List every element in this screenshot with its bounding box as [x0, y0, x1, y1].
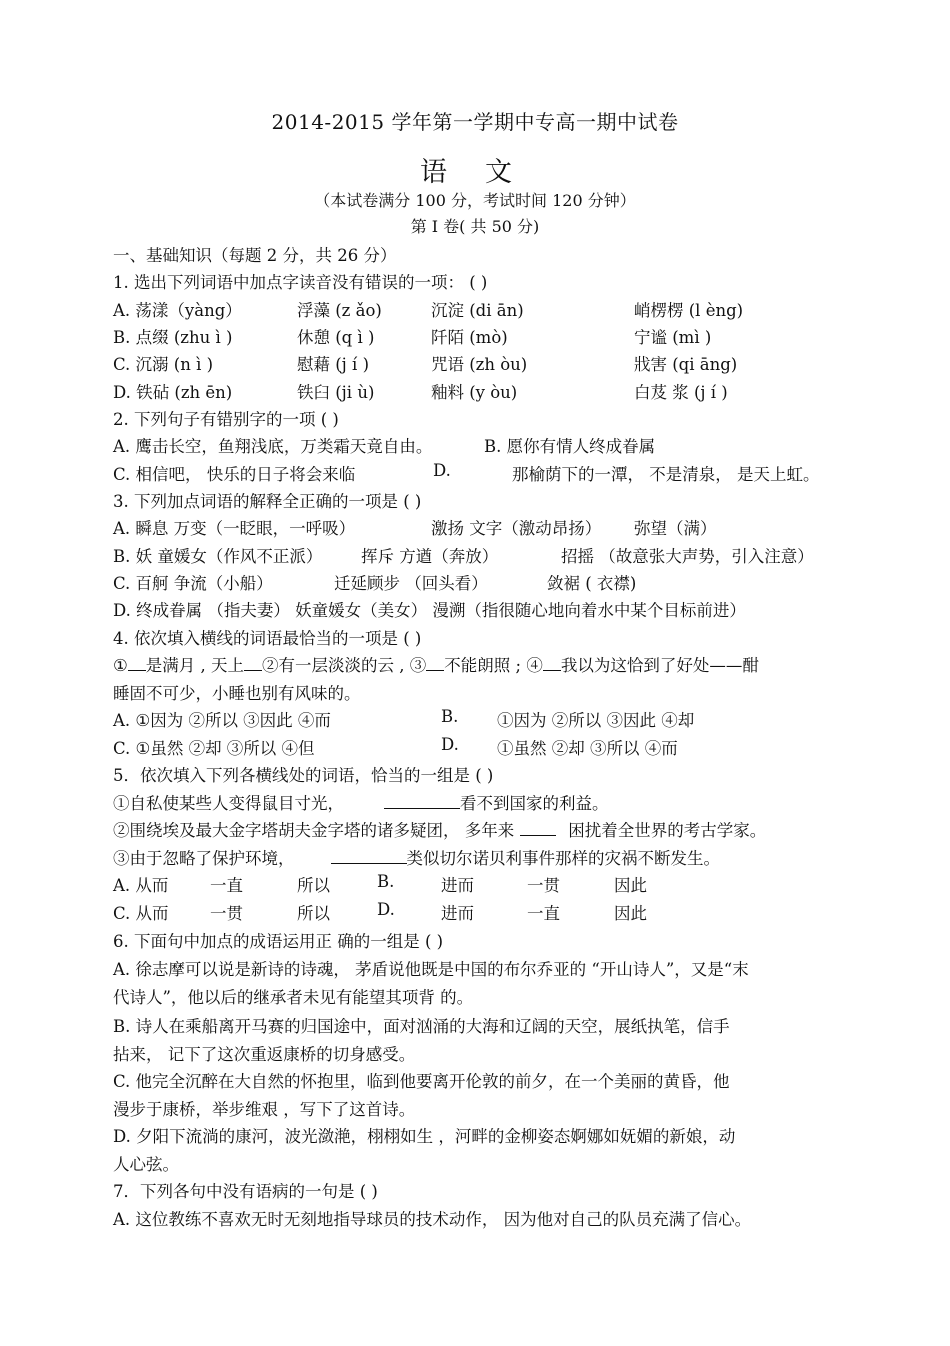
q1-a-2: 浮藻 (z ǎo)	[297, 301, 382, 320]
q1-b-3: 阡陌 (mò)	[431, 328, 508, 347]
q1-d-3: 釉料 (y òu)	[431, 383, 518, 402]
q2-option-d-label: D.	[433, 461, 451, 480]
q1-a-3: 沉淀 (di ān)	[431, 301, 524, 320]
q5-d-3: 因此	[614, 904, 647, 923]
q5-d-2: 一直	[527, 904, 560, 923]
q1-c-4: 戕害 (qi āng)	[634, 355, 738, 374]
part-heading: 第 Ⅰ 卷( 共 50 分)	[410, 217, 540, 236]
q4-option-d-label: D.	[441, 735, 459, 754]
exam-title: 2014-2015 学年第一学期中专高一期中试卷	[271, 110, 679, 134]
q2-stem: 2. 下列句子有错别字的一项 ( )	[113, 410, 339, 429]
q4-blank-4	[543, 654, 561, 671]
q5-a-3: 所以	[297, 876, 330, 895]
q4-text-1c: ②有一层淡淡的云 , ③	[262, 656, 427, 675]
q2-option-a: A. 鹰击长空，鱼翔浅底，万类霜天竟自由。	[113, 437, 433, 456]
q3-c-2: 迁延顾步 （回头看）	[334, 574, 488, 593]
q4-option-b: ①因为 ②所以 ③因此 ④却	[497, 711, 695, 730]
q6-b-line2: 拈来， 记下了这次重返康桥的切身感受。	[113, 1045, 416, 1064]
q4-text-1d: 不能朗照 ; ④	[444, 656, 543, 675]
q1-c-2: 慰藉 (j í )	[297, 355, 370, 374]
q1-c-1: C. 沉溺 (n ì )	[113, 355, 214, 374]
q4-text-line2: 睡固不可少，小睡也别有风味的。	[113, 684, 361, 703]
q3-b-1: B. 妖 童媛女（作风不正派）	[113, 547, 323, 566]
q5-blank-3	[331, 847, 407, 864]
q6-a-line1: A. 徐志摩可以说是新诗的诗魂， 茅盾说他既是中国的布尔乔亚的 “开山诗人”，又是“末	[113, 960, 749, 979]
q6-c-line1: C. 他完全沉醉在大自然的怀抱里，临到他要离开伦敦的前夕，在一个美丽的黄昏，他	[113, 1072, 730, 1091]
q6-d-line1: D. 夕阳下流淌的康河，波光潋滟，栩栩如生 ，河畔的金柳姿态婀娜如妩媚的新娘，动	[113, 1127, 736, 1146]
q4-text-1e: 我以为这恰到了好处——酣	[560, 656, 759, 675]
q4-text-1b: 是满月 , 天上	[145, 656, 245, 675]
q5-blank-2	[520, 819, 556, 836]
q5-s3-part-a: ③由于忽略了保护环境，	[113, 849, 295, 868]
q5-s1-part-a: ①自私使某些人变得鼠目寸光，	[113, 794, 344, 813]
q1-d-1: D. 铁砧 (zh ēn)	[113, 383, 233, 402]
q5-b-2: 一贯	[527, 876, 560, 895]
q5-sentence-1	[113, 790, 609, 814]
q3-b-2: 挥斥 方遒（奔放）	[361, 547, 499, 566]
q4-option-d: ①虽然 ②却 ③所以 ④而	[497, 739, 678, 758]
q4-text-1a: ①	[113, 656, 128, 675]
q6-b-line1: B. 诗人在乘船离开马赛的归国途中，面对汹涌的大海和辽阔的天空，展纸执笔，信手	[113, 1017, 730, 1036]
q5-a-1: A. 从而	[113, 876, 169, 895]
q2-option-b: B. 愿你有情人终成眷属	[484, 437, 656, 456]
subject-heading: 语文	[420, 157, 550, 188]
q5-a-2: 一直	[210, 876, 243, 895]
q5-b-3: 因此	[614, 876, 647, 895]
q4-stem: 4. 依次填入横线的词语最恰当的一项是 ( )	[113, 629, 422, 648]
q1-b-2: 休憩 (q ì )	[297, 328, 375, 347]
q5-stem: 5．依次填入下列各横线处的词语，恰当的一组是 ( )	[113, 766, 494, 785]
q5-d-label: D.	[377, 900, 395, 919]
q6-d-line2: 人心弦。	[113, 1155, 179, 1174]
q3-c-1: C. 百舸 争流（小船）	[113, 574, 273, 593]
q4-blank-1	[128, 654, 146, 671]
q5-c-1: C. 从而	[113, 904, 169, 923]
q5-sentence-3	[113, 845, 720, 869]
q5-s2-part-b: 困扰着全世界的考古学家。	[568, 821, 767, 840]
q7-stem: 7．下列各句中没有语病的一句是 ( )	[113, 1182, 378, 1201]
q2-option-c: C. 相信吧， 快乐的日子将会来临	[113, 465, 356, 484]
q6-a-line2: 代诗人”，他以后的继承者未见有能望其项背 的。	[113, 988, 474, 1007]
q1-b-1: B. 点缀 (zhu ì )	[113, 328, 233, 347]
q3-b-3: 招摇 （故意张大声势，引入注意）	[561, 547, 814, 566]
q1-d-4: 白芨 浆 (j í )	[634, 383, 728, 402]
q1-stem: 1. 选出下列词语中加点字读音没有错误的一项： ( )	[113, 273, 488, 292]
q1-a-1: A. 荡漾（yàng）	[113, 301, 242, 320]
q3-a-3: 弥望（满）	[634, 519, 717, 538]
q7-option-a: A. 这位教练不喜欢无时无刻地指导球员的技术动作， 因为他对自己的队员充满了信心。	[113, 1210, 752, 1229]
q1-a-4: 峭楞楞 (l èng)	[634, 301, 744, 320]
q5-b-label: B.	[377, 872, 395, 891]
q3-c-3: 敛裾 ( 衣襟)	[547, 574, 637, 593]
q1-b-4: 宁谧 (mì )	[634, 328, 712, 347]
q3-a-1: A. 瞬息 万变（一眨眼，一呼吸）	[113, 519, 356, 538]
q5-c-2: 一贯	[210, 904, 243, 923]
q5-sentence-2	[113, 817, 766, 841]
q4-blank-3	[426, 654, 444, 671]
q5-s3-part-b: 类似切尔诺贝利事件那样的灾祸不断发生。	[406, 849, 720, 868]
q5-s1-part-b: 看不到国家的利益。	[460, 794, 609, 813]
section-heading: 一、基础知识（每题 2 分，共 26 分）	[113, 246, 397, 265]
q3-stem: 3. 下列加点词语的解释全正确的一项是 ( )	[113, 492, 422, 511]
q5-d-1: 进而	[441, 904, 474, 923]
q4-blank-2	[244, 654, 262, 671]
q3-a-2: 激扬 文字（激动昂扬）	[431, 519, 602, 538]
q1-c-3: 咒语 (zh òu)	[431, 355, 528, 374]
q5-b-1: 进而	[441, 876, 474, 895]
q4-option-b-label: B.	[441, 707, 459, 726]
q1-d-2: 铁臼 (ji ù)	[297, 383, 375, 402]
q2-option-d: 那榆荫下的一潭， 不是清泉， 是天上虹。	[512, 465, 820, 484]
q3-d: D. 终成眷属 （指夫妻） 妖童媛女（美女） 漫溯（指很随心地向着水中某个目标前进）	[113, 601, 746, 620]
exam-info: （本试卷满分 100 分，考试时间 120 分钟）	[314, 191, 636, 210]
q6-stem: 6. 下面句中加点的成语运用正 确的一组是 ( )	[113, 932, 444, 951]
q4-option-a: A. ①因为 ②所以 ③因此 ④而	[113, 711, 331, 730]
q5-blank-1	[384, 792, 460, 809]
q4-text-line1	[113, 652, 759, 676]
q6-c-line2: 漫步于康桥，举步维艰 ，写下了这首诗。	[113, 1100, 416, 1119]
q4-option-c: C. ①虽然 ②却 ③所以 ④但	[113, 739, 315, 758]
q5-s2-part-a: ②围绕埃及最大金字塔胡夫金字塔的诸多疑团， 多年来	[113, 821, 515, 840]
q5-c-3: 所以	[297, 904, 330, 923]
